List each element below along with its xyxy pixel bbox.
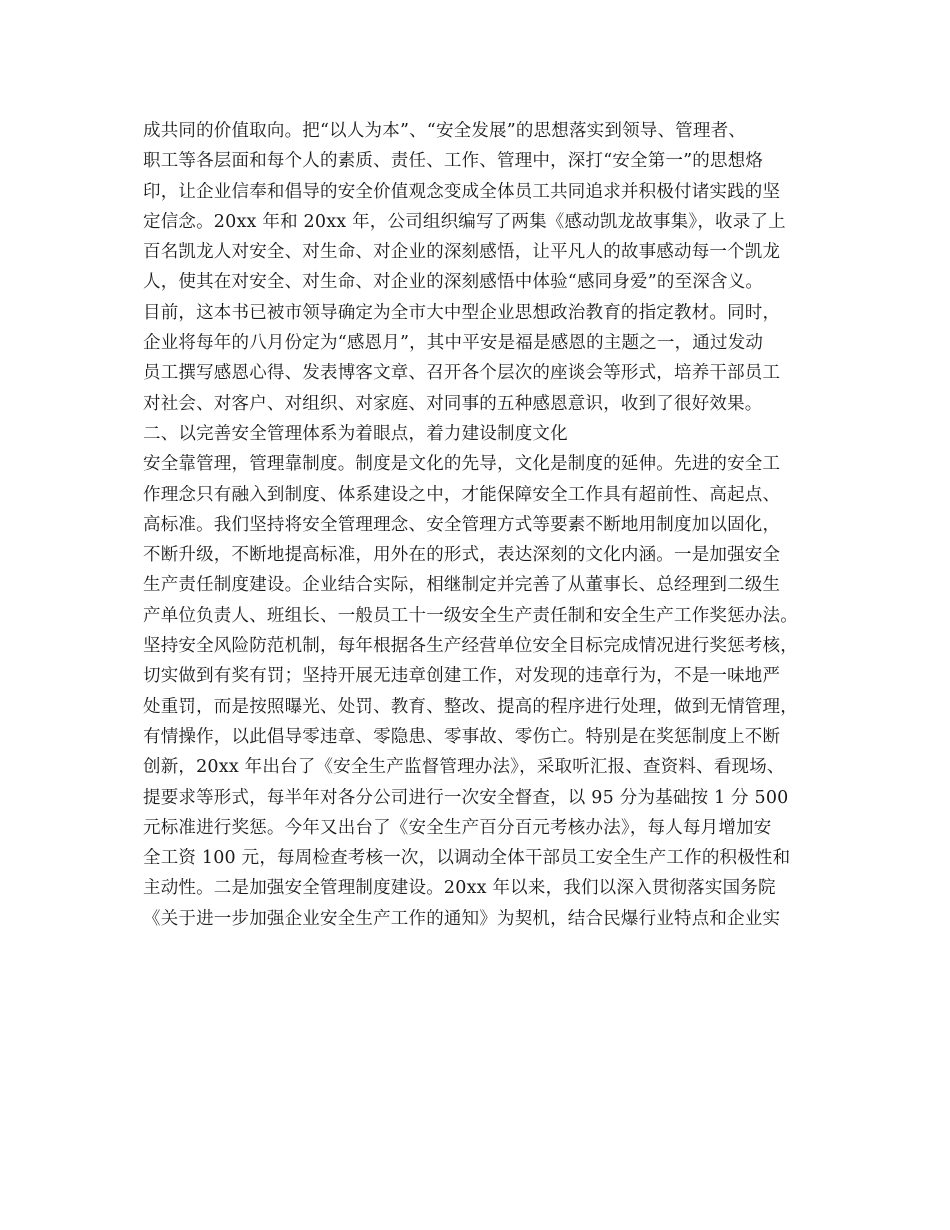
text-line: 全工资 100 元，每周检查考核一次，以调动全体干部员工安全生产工作的积极性和 — [143, 848, 791, 869]
text-line: 切实做到有奖有罚；坚持开展无违章创建工作，对发现的违章行为，不是一味地严 — [143, 666, 781, 687]
text-line: 产单位负责人、班组长、一般员工十一级安全生产责任制和安全生产工作奖惩办法。 — [143, 605, 798, 626]
text-line: 百名凯龙人对安全、对生命、对企业的深刻感悟，让平凡人的故事感动每一个凯龙 — [143, 242, 781, 263]
text-line: 作理念只有融入到制度、体系建设之中，才能保障安全工作具有超前性、高起点、 — [143, 484, 781, 505]
text-line: 印，让企业信奉和倡导的安全价值观念变成全体员工共同追求并积极付诸实践的坚 — [143, 181, 781, 202]
text-line: 安全靠管理，管理靠制度。制度是文化的先导，文化是制度的延伸。先进的安全工 — [143, 454, 781, 475]
text-line: 目前，这本书已被市领导确定为全市大中型企业思想政治教育的指定教材。同时， — [143, 302, 781, 323]
text-line: 主动性。二是加强安全管理制度建设。20xx 年以来，我们以深入贯彻落实国务院 — [143, 878, 776, 899]
body-text — [143, 116, 833, 934]
text-line: 有情操作，以此倡导零违章、零隐患、零事故、零伤亡。特别是在奖惩制度上不断 — [143, 726, 781, 747]
text-line: 生产责任制度建设。企业结合实际，相继制定并完善了从董事长、总经理到二级生 — [143, 575, 781, 596]
text-line: 成共同的价值取向。把“以人为本”、“安全发展”的思想落实到领导、管理者、 — [143, 121, 746, 141]
text-line: 坚持安全风险防范机制，每年根据各生产经营单位安全目标完成情况进行奖惩考核， — [143, 636, 798, 657]
text-line: 提要求等形式，每半年对各分公司进行一次安全督查，以 95 分为基础按 1 分 500 — [143, 787, 789, 808]
text-line: 员工撰写感恩心得、发表博客文章、召开各个层次的座谈会等形式，培养干部员工 — [143, 363, 781, 384]
text-line: 职工等各层面和每个人的素质、责任、工作、管理中，深打“安全第一”的思想烙 — [143, 151, 764, 172]
text-line: 不断升级，不断地提高标准，用外在的形式，表达深刻的文化内涵。一是加强安全 — [143, 545, 781, 566]
text-line: 元标准进行奖惩。今年又出台了《安全生产百分百元考核办法》，每人每月增加安 — [143, 817, 772, 838]
text-line: 定信念。20xx 年和 20xx 年，公司组织编写了两集《感动凯龙故事集》，收录了上 — [143, 211, 786, 232]
text-line: 处重罚，而是按照曝光、处罚、教育、整改、提高的程序进行处理，做到无情管理， — [143, 696, 798, 717]
text-line: 《关于进一步加强企业安全生产工作的通知》为契机，结合民爆行业特点和企业实 — [143, 908, 781, 929]
text-line: 企业将每年的八月份定为“感恩月”，其中平安是福是感恩的主题之一，通过发动 — [143, 333, 764, 354]
section-heading: 二、以完善安全管理体系为着眼点，着力建设制度文化 — [143, 423, 568, 444]
text-line: 创新，20xx 年出台了《安全生产监督管理办法》，采取听汇报、查资料、看现场、 — [143, 757, 785, 778]
text-line: 人，使其在对安全、对生命、对企业的深刻感悟中体验“感同身爱”的至深含义。 — [143, 272, 764, 293]
text-line: 对社会、对客户、对组织、对家庭、对同事的五种感恩意识，收到了很好效果。 — [143, 393, 763, 414]
text-line: 高标准。我们坚持将安全管理理念、安全管理方式等要素不断地用制度加以固化， — [143, 514, 781, 535]
